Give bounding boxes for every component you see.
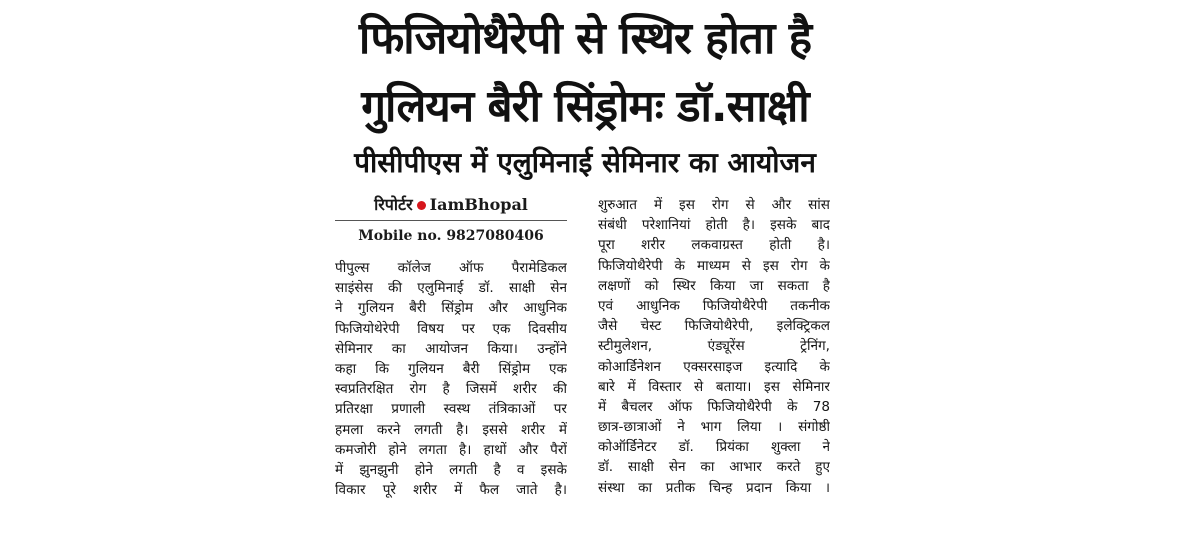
article-text-line: स्टीमुलेशन, एंड्यूरेंस ट्रेनिंग,: [598, 338, 830, 355]
article-text-line: कमजोरी होने लगता है। हाथों और पैरों: [335, 441, 567, 458]
article-text-line: ने गुलियन बैरी सिंड्रोम और आधुनिक: [335, 300, 567, 317]
article-text-line: डॉ. साक्षी सेन का आभार करते हुए: [598, 459, 830, 476]
article-text-line: बारे में विस्तार से बताया। इस सेमिनार: [598, 378, 830, 395]
article-text-line: कोऑर्डिनेटर डॉ. प्रियंका शुक्ला ने: [598, 439, 830, 456]
outlet-name: IamBhopal: [429, 195, 528, 214]
article-text-line: संबंधी परेशानियां होती है। इसके बाद: [598, 217, 830, 234]
article-text-line: स्वप्रतिरक्षित रोग है जिसमें शरीर की: [335, 381, 567, 398]
article-text-line: एवं आधुनिक फिजियोथैरेपी तकनीक: [598, 297, 830, 314]
byline-divider: [335, 220, 567, 221]
red-dot-icon: [417, 201, 426, 210]
article-text-line: पीपुल्स कॉलेज ऑफ पैरामेडिकल: [335, 260, 567, 276]
article-text-line: छात्र-छात्राओं ने भाग लिया । संगोष्ठी: [598, 419, 830, 436]
article-text-line: संस्था का प्रतीक चिन्ह प्रदान किया ।: [598, 479, 830, 496]
article-text-line: कोआर्डिनेशन एक्सरसाइज इत्यादि के: [598, 358, 830, 375]
article-text-line: फिजियोथैरेपी के माध्यम से इस रोग के: [598, 257, 830, 274]
article-column-left: [335, 258, 567, 500]
reporter-line: [335, 192, 567, 218]
article-text-line: में झुनझुनी होने लगती है व इसके: [335, 461, 567, 478]
mobile-label: Mobile no.: [358, 228, 442, 244]
headline-line-1: फिजियोथैरेपी से स्थिर होता है: [358, 13, 812, 64]
article-text-line: फिजियोथेरेपी विषय पर एक दिवसीय: [335, 320, 567, 337]
article-text-line: प्रतिरक्षा प्रणाली स्वस्थ तंत्रिकाओं पर: [335, 401, 567, 418]
headline-line-2: गुलियन बैरी सिंड्रोमः डॉ.साक्षी: [361, 81, 809, 132]
article-text-line: शुरुआत में इस रोग से और सांस: [598, 197, 830, 213]
subheadline: पीसीपीएस में एलुमिनाई सेमिनार का आयोजन: [354, 146, 816, 179]
article-text-line: जैसे चेस्ट फिजियोथैरेपी, इलेक्ट्रिकल: [598, 318, 830, 335]
news-clipping: [335, 0, 835, 550]
reporter-label: रिपोर्टर: [374, 195, 413, 214]
article-column-right: [598, 195, 830, 498]
article-text-line: पूरा शरीर लकवाग्रस्त होती है।: [598, 237, 830, 254]
mobile-line: [335, 225, 567, 247]
mobile-number: 9827080406: [446, 228, 544, 244]
article-text-line: हमला करने लगती है। इससे शरीर में: [335, 421, 567, 438]
byline-box: [335, 192, 567, 247]
article-text-line: साइंसेस की एलुमिनाई डॉ. साक्षी सेन: [335, 280, 567, 297]
article-text-line: में बैचलर ऑफ फिजियोथैरेपी के 78: [598, 398, 830, 415]
article-text-line: सेमिनार का आयोजन किया। उन्होंने: [335, 340, 567, 357]
article-text-line: कहा कि गुलियन बैरी सिंड्रोम एक: [335, 360, 567, 377]
article-text-line: विकार पूरे शरीर में फैल जाते है।: [335, 482, 567, 499]
article-text-line: लक्षणों को स्थिर किया जा सकता है: [598, 277, 830, 294]
